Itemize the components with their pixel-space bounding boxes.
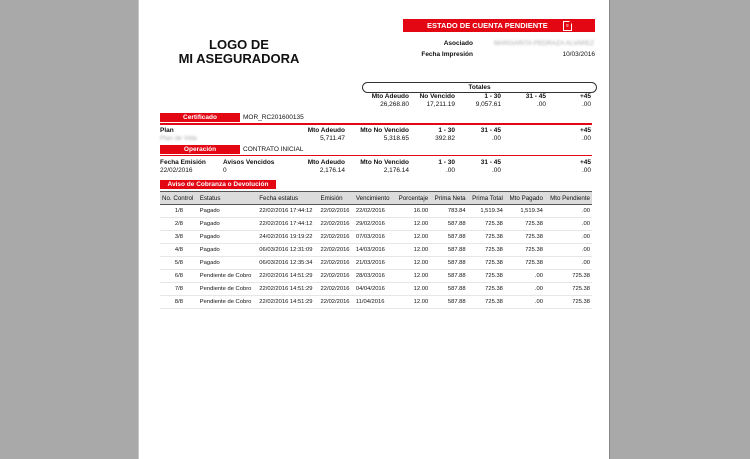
cell-no-control: 7/8 (160, 283, 198, 296)
cell-mto-pagado: 725.38 (505, 231, 545, 244)
avisos-col-no-control: No. Control (160, 192, 198, 205)
cell-mto-pendiente: .00 (545, 244, 592, 257)
totales-col-45plus: +45 (579, 93, 591, 100)
cell-no-control: 4/8 (160, 244, 198, 257)
logo-line-1: LOGO DE (209, 37, 269, 52)
cell-estatus: Pendiente de Cobro (198, 270, 258, 283)
cell-prima-neta: 587.88 (430, 218, 467, 231)
cert-val-31-45: .00 (491, 135, 501, 142)
op-col-1-30: 1 - 30 (438, 159, 455, 166)
operacion-label: Operación (160, 145, 240, 154)
cell-porcentaje: 16.00 (394, 205, 430, 218)
cell-porcentaje: 12.00 (394, 231, 430, 244)
cell-emision: 22/02/2016 (319, 257, 354, 270)
totales-col-1-30: 1 - 30 (484, 93, 501, 100)
insurer-logo (139, 38, 339, 66)
avisos-col-porcentaje: Porcentaje (394, 192, 430, 205)
cert-col-mto-adeudo: Mto Adeudo (307, 127, 345, 134)
cell-estatus: Pagado (198, 257, 258, 270)
op-val-mto-no-vencido: 2,176.14 (383, 167, 409, 174)
cell-no-control: 5/8 (160, 257, 198, 270)
cell-prima-total: 725.38 (468, 270, 505, 283)
plan-label: Plan (160, 127, 174, 134)
cell-prima-neta: 587.88 (430, 296, 467, 309)
op-col-mto-no-vencido: Mto No Vencido (360, 159, 409, 166)
cell-mto-pagado: 725.38 (505, 257, 545, 270)
avisos-col-emision: Emisión (319, 192, 354, 205)
cell-prima-total: 725.38 (468, 231, 505, 244)
cell-mto-pendiente: .00 (545, 218, 592, 231)
fecha-emision-label: Fecha Emisión (160, 159, 206, 166)
cert-val-1-30: 392.82 (435, 135, 455, 142)
cell-mto-pendiente: 725.38 (545, 296, 592, 309)
cell-mto-pagado: .00 (505, 270, 545, 283)
op-val-31-45: .00 (491, 167, 501, 174)
cert-val-45plus: .00 (581, 135, 591, 142)
totales-col-no-vencido: No Vencido (419, 93, 455, 100)
avisos-table (160, 191, 592, 309)
cell-emision: 22/02/2016 (319, 205, 354, 218)
cell-fecha-estatus: 22/02/2016 14:51:29 (257, 296, 318, 309)
cell-estatus: Pagado (198, 231, 258, 244)
cert-col-45plus: +45 (579, 127, 591, 134)
op-val-1-30: .00 (445, 167, 455, 174)
cell-estatus: Pendiente de Cobro (198, 283, 258, 296)
operacion-value: CONTRATO INICIAL (243, 146, 304, 153)
totales-col-31-45: 31 - 45 (525, 93, 546, 100)
table-row (160, 244, 592, 257)
cell-vencimiento: 29/02/2016 (354, 218, 394, 231)
cell-prima-total: 725.38 (468, 283, 505, 296)
cell-no-control: 3/8 (160, 231, 198, 244)
table-row (160, 231, 592, 244)
cell-mto-pagado: .00 (505, 283, 545, 296)
cell-prima-neta: 587.88 (430, 257, 467, 270)
cell-no-control: 2/8 (160, 218, 198, 231)
cell-fecha-estatus: 22/02/2016 17:44:12 (257, 205, 318, 218)
cell-fecha-estatus: 22/02/2016 14:51:29 (257, 270, 318, 283)
avisos-vencidos-label: Avisos Vencidos (223, 159, 275, 166)
cell-vencimiento: 07/03/2016 (354, 231, 394, 244)
totales-header: Totales (362, 82, 597, 93)
cell-emision: 22/02/2016 (319, 283, 354, 296)
cell-fecha-estatus: 24/02/2016 19:19:22 (257, 231, 318, 244)
avisos-col-mto-pagado: Mto Pagado (505, 192, 545, 205)
plan-value: Plan de Vida (160, 135, 197, 142)
avisos-col-estatus: Estatus (198, 192, 258, 205)
banner-title: ESTADO DE CUENTA PENDIENTE (427, 21, 548, 30)
logo-line-2: MI ASEGURADORA (178, 51, 300, 66)
avisos-label: Aviso de Cobranza o Devolución (160, 180, 276, 189)
totales-val-45plus: .00 (581, 101, 591, 108)
cell-emision: 22/02/2016 (319, 270, 354, 283)
asociado-label: Asociado (443, 40, 473, 47)
cell-fecha-estatus: 22/02/2016 17:44:12 (257, 218, 318, 231)
cell-mto-pagado: 725.38 (505, 244, 545, 257)
cell-vencimiento: 28/03/2016 (354, 270, 394, 283)
cell-estatus: Pendiente de Cobro (198, 296, 258, 309)
avisos-body (160, 205, 592, 309)
cell-prima-total: 1,519.34 (468, 205, 505, 218)
avisos-col-vencimiento: Vencimiento (354, 192, 394, 205)
cell-prima-neta: 783.84 (430, 205, 467, 218)
cell-porcentaje: 12.00 (394, 257, 430, 270)
cell-no-control: 1/8 (160, 205, 198, 218)
avisos-col-mto-pendiente: Mto Pendiente (545, 192, 592, 205)
cell-prima-neta: 587.88 (430, 270, 467, 283)
cert-col-1-30: 1 - 30 (438, 127, 455, 134)
asociado-value: MARGARITA PEDRAZA ALVAREZ (494, 40, 595, 47)
table-row (160, 270, 592, 283)
table-row (160, 218, 592, 231)
cell-mto-pagado: 1,519.34 (505, 205, 545, 218)
totales-val-1-30: 9,057.61 (475, 101, 501, 108)
cell-no-control: 6/8 (160, 270, 198, 283)
avisos-vencidos-value: 0 (223, 167, 227, 174)
cell-porcentaje: 12.00 (394, 244, 430, 257)
cert-val-mto-adeudo: 5,711.47 (320, 135, 345, 142)
cell-prima-total: 725.38 (468, 257, 505, 270)
op-val-45plus: .00 (581, 167, 591, 174)
totales-col-mto-adeudo: Mto Adeudo (371, 93, 409, 100)
fecha-impresion-label: Fecha Impresión (421, 51, 473, 58)
table-row (160, 257, 592, 270)
op-col-31-45: 31 - 45 (480, 159, 501, 166)
cell-mto-pendiente: .00 (545, 231, 592, 244)
cell-fecha-estatus: 06/03/2016 12:35:34 (257, 257, 318, 270)
op-col-45plus: +45 (579, 159, 591, 166)
cell-porcentaje: 12.00 (394, 218, 430, 231)
cell-prima-total: 725.38 (468, 218, 505, 231)
cell-no-control: 8/8 (160, 296, 198, 309)
certificado-label: Certificado (160, 113, 240, 122)
cell-prima-total: 725.38 (468, 244, 505, 257)
cert-col-31-45: 31 - 45 (480, 127, 501, 134)
avisos-col-fecha-estatus: Fecha estatus (257, 192, 318, 205)
cell-mto-pendiente: 725.38 (545, 270, 592, 283)
fecha-impresion-value: 10/03/2016 (562, 51, 595, 58)
statement-banner (403, 19, 595, 32)
table-row (160, 296, 592, 309)
document-icon: ≡ (563, 21, 572, 31)
cert-val-mto-no-vencido: 5,318.65 (383, 135, 409, 142)
avisos-col-prima-total: Prima Total (468, 192, 505, 205)
cell-vencimiento: 04/04/2016 (354, 283, 394, 296)
operacion-divider (160, 155, 592, 156)
cell-prima-neta: 587.88 (430, 231, 467, 244)
cell-prima-neta: 587.88 (430, 244, 467, 257)
cert-col-mto-no-vencido: Mto No Vencido (360, 127, 409, 134)
totales-val-31-45: .00 (536, 101, 546, 108)
certificado-value: MOR_RC201600135 (243, 114, 304, 121)
cell-emision: 22/02/2016 (319, 244, 354, 257)
totales-val-no-vencido: 17,211.19 (426, 101, 455, 108)
op-col-mto-adeudo: Mto Adeudo (307, 159, 345, 166)
cell-mto-pendiente: 725.38 (545, 283, 592, 296)
cell-porcentaje: 12.00 (394, 270, 430, 283)
cell-emision: 22/02/2016 (319, 218, 354, 231)
certificado-divider (160, 123, 592, 125)
cell-vencimiento: 14/03/2016 (354, 244, 394, 257)
fecha-emision-value: 22/02/2016 (160, 167, 193, 174)
avisos-header-row (160, 192, 592, 205)
cell-vencimiento: 11/04/2016 (354, 296, 394, 309)
cell-mto-pagado: 725.38 (505, 218, 545, 231)
cell-porcentaje: 12.00 (394, 283, 430, 296)
cell-vencimiento: 22/02/2016 (354, 205, 394, 218)
table-row (160, 283, 592, 296)
cell-porcentaje: 12.00 (394, 296, 430, 309)
document-page (139, 0, 609, 459)
cell-estatus: Pagado (198, 244, 258, 257)
cell-vencimiento: 21/03/2016 (354, 257, 394, 270)
op-val-mto-adeudo: 2,176.14 (319, 167, 345, 174)
avisos-col-prima-neta: Prima Neta (430, 192, 467, 205)
cell-prima-neta: 587.88 (430, 283, 467, 296)
cell-fecha-estatus: 22/02/2016 14:51:29 (257, 283, 318, 296)
cell-prima-total: 725.38 (468, 296, 505, 309)
cell-mto-pendiente: .00 (545, 205, 592, 218)
cell-estatus: Pagado (198, 218, 258, 231)
cell-mto-pendiente: .00 (545, 257, 592, 270)
cell-estatus: Pagado (198, 205, 258, 218)
cell-emision: 22/02/2016 (319, 231, 354, 244)
totales-val-mto-adeudo: 26,268.80 (380, 101, 409, 108)
table-row (160, 205, 592, 218)
cell-fecha-estatus: 06/03/2016 12:31:09 (257, 244, 318, 257)
cell-mto-pagado: .00 (505, 296, 545, 309)
cell-emision: 22/02/2016 (319, 296, 354, 309)
